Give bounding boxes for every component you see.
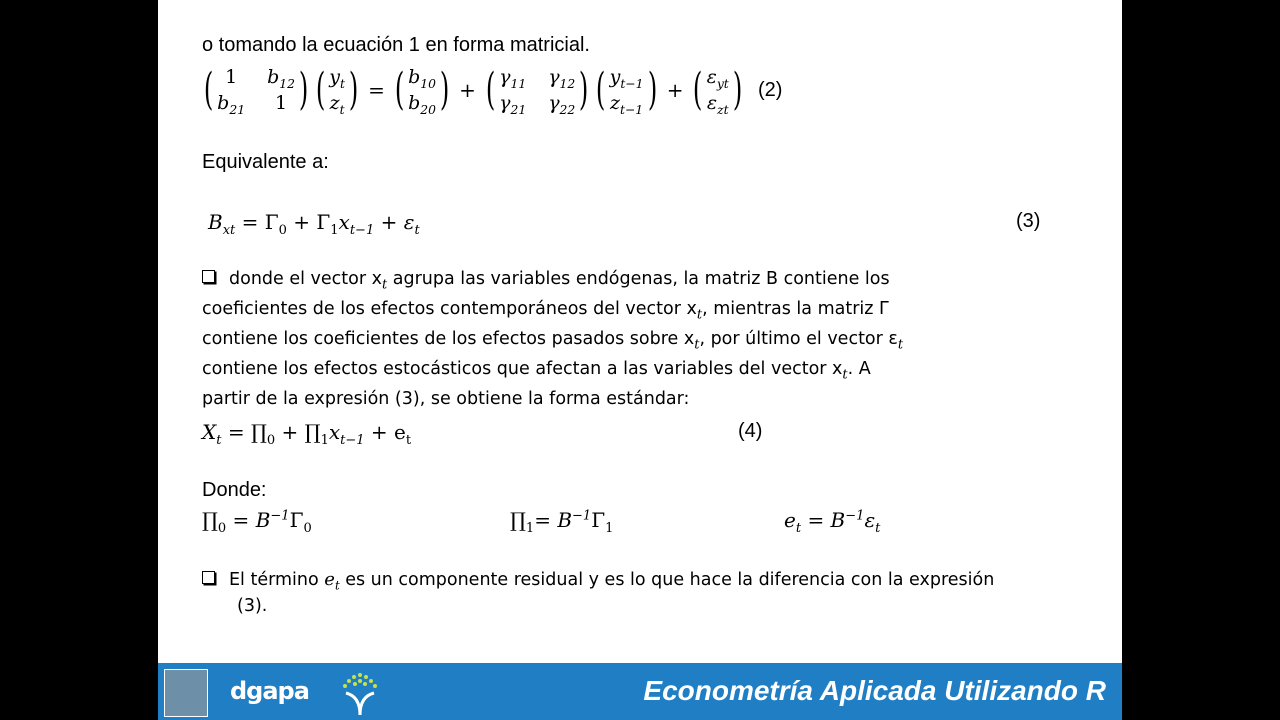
intro-text: o tomando la ecuación 1 en forma matricial. bbox=[202, 34, 590, 56]
checkbox-bullet-icon bbox=[202, 571, 215, 584]
equation-4: $X_t$ = $\prod_0$ + $\prod_1x_{t-1} + e_t$ bbox=[202, 420, 412, 448]
donde-text: Donde: bbox=[202, 479, 267, 501]
paragraph-line-5: partir de la expresión (3), se obtiene la forma estándar: bbox=[202, 389, 690, 409]
paragraph-line-4: contiene los efectos estocásticos que afectan a las variables del vector $x_t$. A bbox=[202, 359, 871, 383]
residual-line-1: El término $e_t$ es un componente residual y es lo que hace la diferencia con la expresión bbox=[202, 569, 994, 590]
pi0-definition: $\prod_0 = B^{-1}\Gamma_0$ bbox=[202, 508, 312, 536]
residual-line-2: (3). bbox=[237, 596, 268, 616]
equation-3: $B_{xt} = \Gamma_0 + \Gamma_1x_{t-1} + \varepsilon_t$ bbox=[208, 210, 420, 238]
plant-logo-icon bbox=[336, 667, 384, 717]
paragraph-line-2: coeficientes de los efectos contemporáneos del vector $x_t$, mientras la matriz Γ bbox=[202, 299, 889, 323]
footer-banner bbox=[158, 663, 1122, 720]
slide bbox=[158, 0, 1122, 720]
footer-title: Econometría Aplicada Utilizando R bbox=[643, 675, 1106, 706]
paragraph-line-3: contiene los coeficientes de los efectos pasados sobre $x_t$, por último el vector $\varepsilon_t$ bbox=[202, 329, 904, 353]
dgapa-logo: dgapa bbox=[230, 677, 309, 705]
pi1-definition: $\prod_1= B^{-1}\Gamma_1$ bbox=[510, 508, 614, 536]
eq3-label: (3) bbox=[1016, 210, 1041, 232]
et-definition: $e_t = B^{-1}\varepsilon_t$ bbox=[784, 508, 881, 536]
unam-logo-icon bbox=[164, 669, 208, 717]
equivalent-text: Equivalente a: bbox=[202, 151, 329, 173]
eq2-label: (2) bbox=[757, 78, 783, 101]
paragraph-line-1: donde el vector $x_t$ agrupa las variables endógenas, la matriz B contiene los bbox=[202, 269, 890, 289]
eq4-label: (4) bbox=[738, 420, 763, 442]
equation-2: ( 1 $b_{12}$ $b_{21}$ 1 ) ( $y_t$ $z_t$ ) = ( $b_{10}$ $b_{20}$ ) + ( $\gamma_{11}$ $\gamma_{12}$ $\gamma_{21}$ $\gamma_{22}$ ) ( $y_{t-1}$ $z_{t-1}$ ) + ( $\varepsilon_{yt}$ $\varepsilon_{zt}$ ) (2) bbox=[203, 64, 783, 117]
checkbox-bullet-icon bbox=[202, 270, 215, 283]
